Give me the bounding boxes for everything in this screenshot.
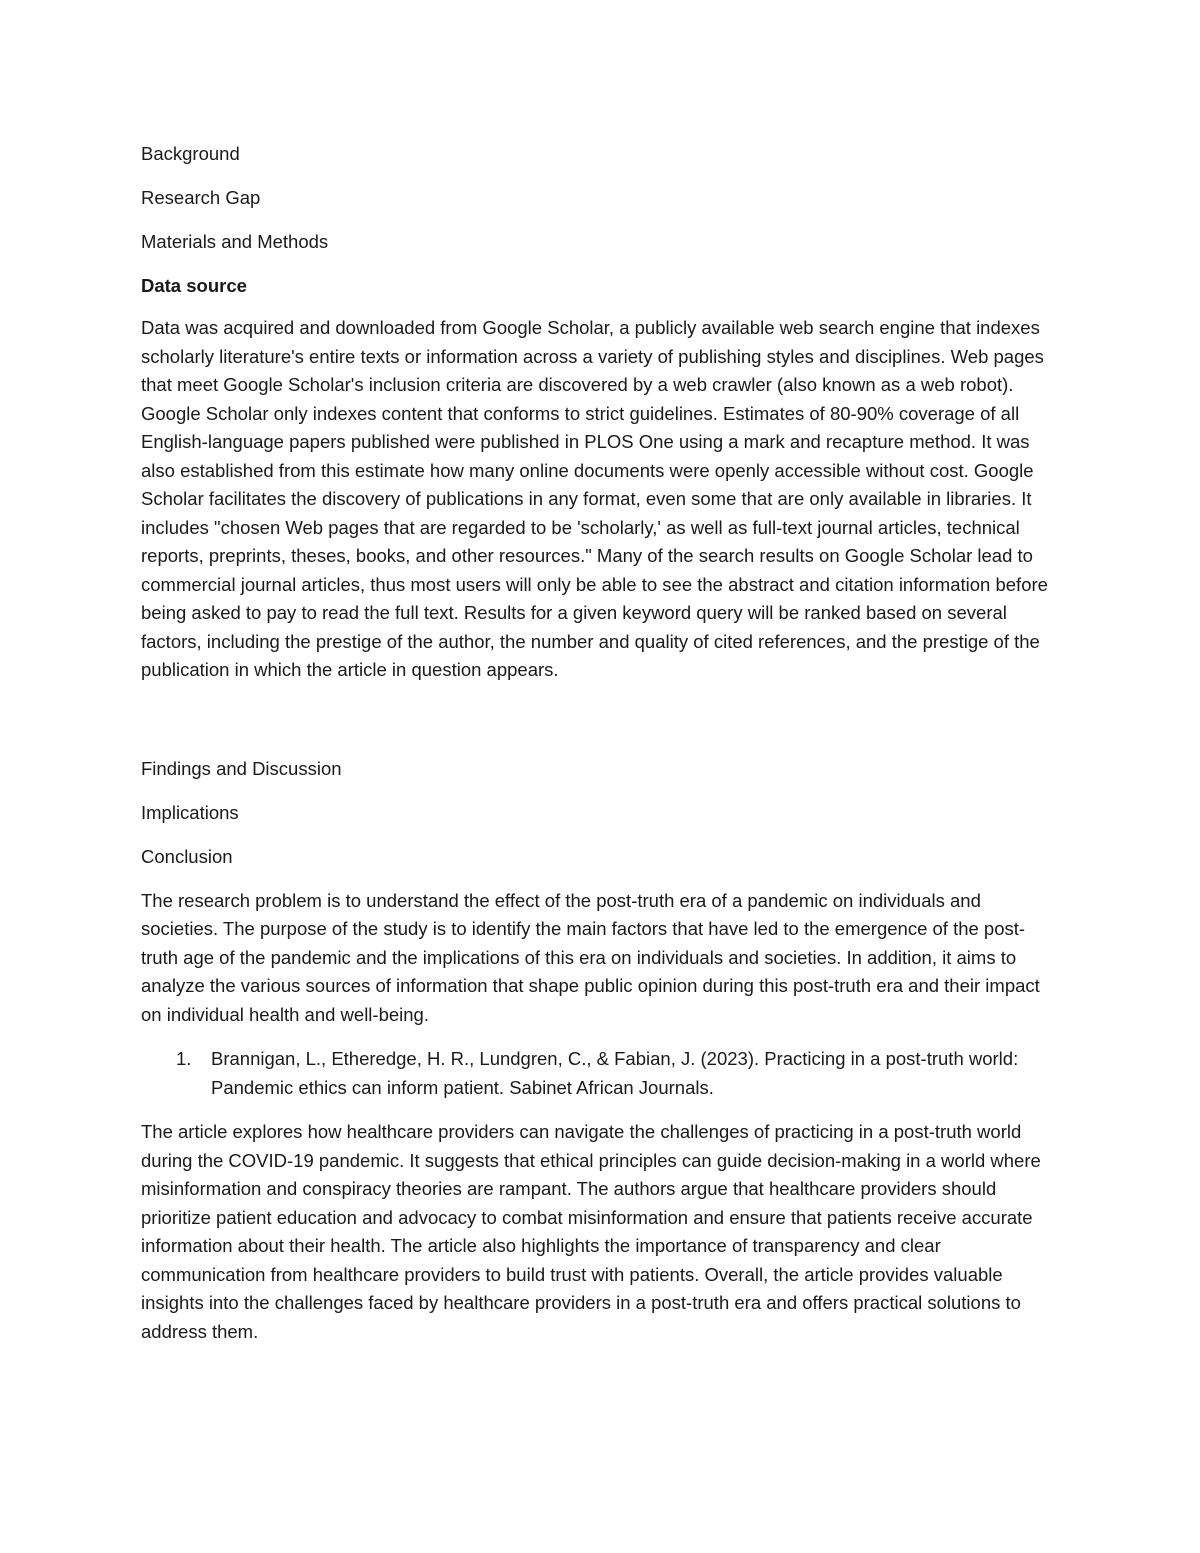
blank-spacer xyxy=(141,701,1060,755)
heading-conclusion: Conclusion xyxy=(141,845,233,867)
heading-findings: Findings and Discussion xyxy=(141,757,342,779)
heading-research-gap: Research Gap xyxy=(141,187,261,208)
reference-number: 1. xyxy=(176,1048,192,1069)
reference-list xyxy=(141,1045,1060,1102)
reference-item xyxy=(141,1045,1061,1102)
heading-background: Background xyxy=(141,143,240,164)
paragraph-data-source: Data was acquired and downloaded from Google Scholar, a publicly available web search engine that indexes scholarly literature's entire texts or information across a variety of publishing styles and disciplines. Web pages that meet Google Scholar's inclusion criteria are discovered by a web crawler (also known as a web robot). Google Scholar only indexes content that conforms to strict guidelines. Estimates of 80-90% coverage of all English-language papers published were published in PLOS One using a mark and recapture method. It was also established from this estimate how many online documents were openly accessible without cost. Google Scholar facilitates the discovery of publications in any format, even some that are only available in libraries. It includes "chosen Web pages that are regarded to be 'scholarly,' as well as full-text journal articles, technical reports, preprints, theses, books, and other resources." Many of the search results on Google Scholar lead to commercial journal articles, thus most users will only be able to see the abstract and citation information before being asked to pay to read the full text. Results for a given keyword query will be ranked based on several factors, including the prestige of the author, the number and quality of cited references, and the prestige of the publication in which the article in question appears. xyxy=(141,317,1048,680)
paragraph-article-summary: The article explores how healthcare providers can navigate the challenges of practicing in a post-truth world during the COVID-19 pandemic. It suggests that ethical principles can guide decision-making in a world where misinformation and conspiracy theories are rampant. The authors argue that healthcare providers should prioritize patient education and advocacy to combat misinformation and ensure that patients receive accurate information about their health. The article also highlights the importance of transparency and clear communication from healthcare providers to build trust with patients. Overall, the article provides valuable insights into the challenges faced by healthcare providers in a post-truth era and offers practical solutions to address them. xyxy=(141,1121,1041,1342)
heading-data-source: Data source xyxy=(141,275,247,296)
paragraph-conclusion: The research problem is to understand the effect of the post-truth era of a pandemic on individuals and societies. The purpose of the study is to identify the main factors that have led to the emergence of the post-truth age of the pandemic and the implications of this era on individuals and societies. In addition, it aims to analyze the various sources of information that shape public opinion during this post-truth era and their impact on individual health and well-being. xyxy=(141,889,1040,1025)
heading-materials-methods: Materials and Methods xyxy=(141,231,329,252)
heading-implications: Implications xyxy=(141,801,239,823)
reference-text: Brannigan, L., Etheredge, H. R., Lundgren, C., & Fabian, J. (2023). Practicing in a post-truth world: Pandemic ethics can inform patient. Sabinet African Journals. xyxy=(211,1048,1019,1098)
